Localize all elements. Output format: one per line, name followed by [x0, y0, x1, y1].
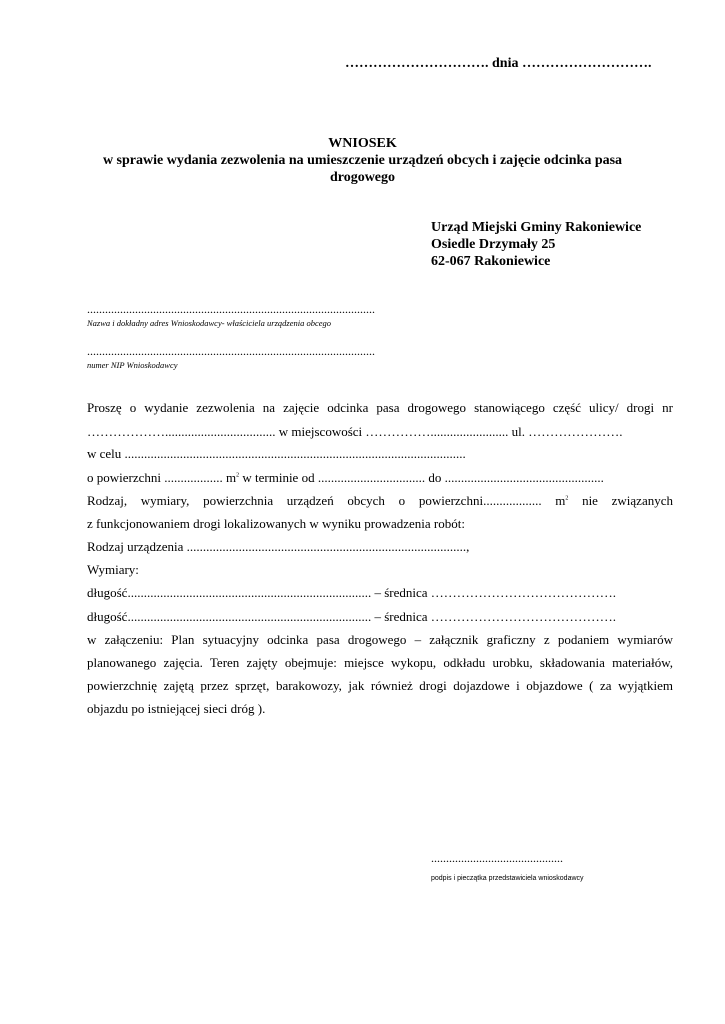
signature-field: ............................................ [431, 851, 563, 865]
devices-line: Rodzaj, wymiary, powierzchnia urządzeń obcych o powierzchni.................. $m^2$ nie związanych [87, 493, 673, 508]
recipient-street: Osiedle Drzymały 25 [431, 237, 556, 252]
document-subtitle: w sprawie wydania zezwolenia na umieszczenie urządzeń obcych i zajęcie odcinka pasa drogowego [102, 153, 623, 185]
applicant-nip-field: ................................................................................................ [87, 344, 375, 358]
applicant-name-field: ................................................................................................ [87, 302, 375, 316]
recipient-office: Urząd Miejski Gminy Rakoniewice [431, 220, 642, 235]
applicant-name-caption: Nazwa i dokładny adres Wnioskodawcy- właściciela urządzenia obcego [87, 318, 332, 328]
dimensions-label: Wymiary: [87, 562, 139, 577]
dimensions-line-1: długość........................................................................... – średnica ……………………………………. [87, 585, 617, 600]
area-term-line: o powierzchni .................. $m^2$ w terminie od ................................. do ................................................. [87, 470, 604, 485]
applicant-nip-caption: numer NIP Wnioskodawcy [87, 360, 178, 370]
devices-line-2: z funkcjonowaniem drogi lokalizowanych w wyniku prowadzenia robót: [87, 516, 465, 531]
attachment-line-3: powierzchnię zajętą przez sprzęt, barakowozy, jak również drogi dojazdowe i objazdowe ( za wyjątkiem [87, 678, 673, 693]
attachment-line-4: objazdu po istniejącej sieci dróg ). [87, 701, 266, 716]
recipient-postal-city: 62-067 Rakoniewice [431, 254, 551, 269]
document-title: WNIOSEK [328, 136, 397, 151]
request-line-1: Proszę o wydanie zezwolenia na zajęcie odcinka pasa drogowego stanowiącego część ulicy/ drogi nr [87, 400, 673, 415]
request-line-2: ……………….................................. w miejscowości ……………........................ ul. …………………. [87, 424, 623, 439]
dimensions-line-2: długość........................................................................... – średnica ……………………………………. [87, 609, 617, 624]
signature-caption: podpis i pieczątka przedstawiciela wnioskodawcy [431, 875, 584, 882]
date-place-line: …………………………. dnia ………………………. [345, 56, 652, 71]
purpose-line: w celu ......................................................................................................... [87, 446, 466, 461]
device-type-line: Rodzaj urządzenia ......................................................................................, [87, 539, 470, 554]
attachment-line-1: w załączeniu: Plan sytuacyjny odcinka pasa drogowego – załącznik graficzny z podaniem wymiarów [87, 632, 673, 647]
attachment-line-2: planowanego zajęcia. Teren zajęty obejmuje: miejsce wykopu, odkładu urobku, składowania materiałów, [87, 655, 673, 670]
